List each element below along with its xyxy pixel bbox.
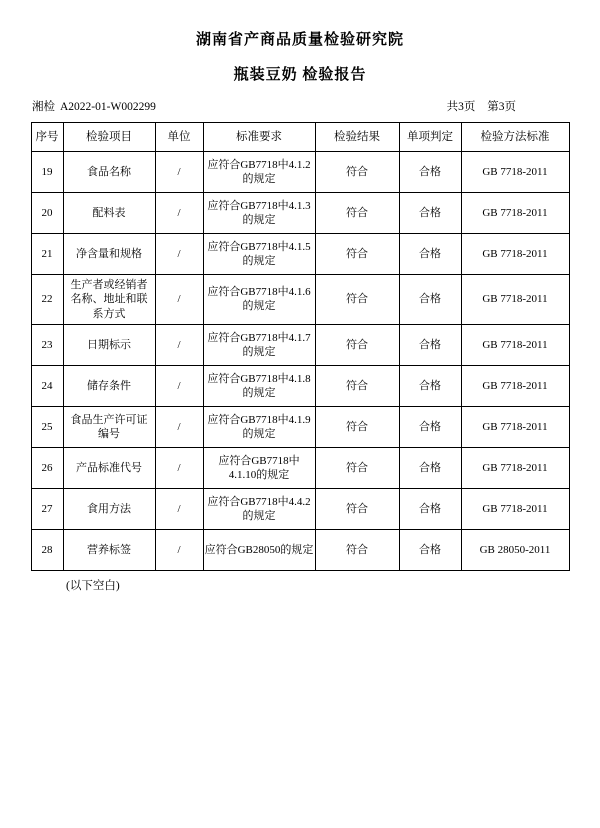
table-row — [31, 406, 569, 447]
cell-unit: / — [155, 406, 203, 447]
cell-result: 符合 — [315, 529, 399, 570]
cell-judgement: 合格 — [399, 529, 461, 570]
table-row — [31, 324, 569, 365]
column-header-result: 检验结果 — [315, 123, 399, 152]
organization-title: 湖南省产商品质量检验研究院 — [195, 32, 404, 48]
cell-item: 储存条件 — [63, 365, 155, 406]
cell-result: 符合 — [315, 488, 399, 529]
table-row — [31, 193, 569, 234]
cell-no: 28 — [31, 529, 63, 570]
cell-result: 符合 — [315, 365, 399, 406]
cell-unit: / — [155, 275, 203, 325]
cell-no: 20 — [31, 193, 63, 234]
cell-result: 符合 — [315, 193, 399, 234]
requirement-line-1: 应符合GB7718中4.1.8 — [207, 372, 311, 385]
cell-item — [63, 406, 155, 447]
table-row — [31, 488, 569, 529]
requirement-line-1: 应符合GB7718中4.1.9 — [207, 413, 311, 426]
cell-judgement: 合格 — [399, 406, 461, 447]
page-indicator — [447, 98, 516, 114]
cell-method: GB 7718-2011 — [461, 193, 569, 234]
item-line-2: 编号 — [98, 427, 120, 440]
cell-judgement: 合格 — [399, 152, 461, 193]
cell-method: GB 7718-2011 — [461, 365, 569, 406]
requirement-line-1: 应符合GB7718中4.1.3 — [207, 199, 311, 212]
cell-judgement: 合格 — [399, 234, 461, 275]
column-header-method: 检验方法标准 — [461, 123, 569, 152]
table-row — [31, 152, 569, 193]
report-number — [32, 98, 156, 114]
column-header-judgement: 单项判定 — [399, 123, 461, 152]
table-row — [31, 447, 569, 488]
cell-no: 22 — [31, 275, 63, 325]
requirement-line-2: 的规定 — [242, 173, 276, 185]
cell-unit: / — [155, 324, 203, 365]
requirement-line-1: 应符合GB7718中4.1.5 — [207, 240, 311, 253]
report-title: 瓶装豆奶 检验报告 — [233, 67, 367, 83]
cell-result: 符合 — [315, 406, 399, 447]
cell-requirement — [203, 447, 315, 488]
cell-requirement — [203, 406, 315, 447]
cell-requirement — [203, 488, 315, 529]
cell-unit: / — [155, 152, 203, 193]
requirement-line-2: 4.1.10的规定 — [228, 468, 290, 481]
cell-judgement: 合格 — [399, 275, 461, 325]
cell-no: 24 — [31, 365, 63, 406]
cell-no: 25 — [31, 406, 63, 447]
cell-requirement — [203, 365, 315, 406]
requirement-line-2: 的规定 — [242, 255, 276, 267]
requirement-line-2: 的规定 — [242, 427, 276, 440]
report-number-value: A2022-01-W002299 — [60, 101, 156, 113]
column-header-no: 序号 — [31, 123, 63, 152]
page-total: 共3页 — [446, 101, 476, 113]
page-current: 第3页 — [487, 101, 516, 113]
requirement-line-1: 应符合GB7718中4.1.2 — [207, 158, 311, 171]
cell-requirement — [203, 193, 315, 234]
cell-no: 27 — [31, 488, 63, 529]
cell-requirement: 应符合GB28050的规定 — [203, 529, 315, 570]
requirement-line-2: 的规定 — [242, 345, 276, 358]
requirement-line-1: 应符合GB7718中 — [218, 454, 300, 467]
cell-requirement — [203, 324, 315, 365]
table-header-row — [31, 123, 569, 152]
cell-no: 21 — [31, 234, 63, 275]
cell-item: 配料表 — [63, 193, 155, 234]
cell-item: 日期标示 — [63, 324, 155, 365]
cell-judgement: 合格 — [399, 324, 461, 365]
column-header-item: 检验项目 — [63, 123, 155, 152]
table-row — [31, 529, 569, 570]
cell-unit: / — [155, 365, 203, 406]
column-header-unit: 单位 — [155, 123, 203, 152]
item-line-1: 食品生产许可证 — [70, 413, 148, 426]
cell-result: 符合 — [315, 275, 399, 325]
requirement-line-2: 的规定 — [242, 214, 276, 226]
cell-method: GB 7718-2011 — [461, 275, 569, 325]
requirement-line-1: 应符合GB7718中4.1.6 — [207, 286, 311, 299]
cell-unit: / — [155, 193, 203, 234]
cell-requirement — [203, 152, 315, 193]
cell-requirement — [203, 234, 315, 275]
blank-note: (以下空白) — [66, 579, 120, 592]
cell-method: GB 7718-2011 — [461, 488, 569, 529]
table-row — [31, 365, 569, 406]
cell-method: GB 7718-2011 — [461, 234, 569, 275]
requirement-line-1: 应符合GB7718中4.1.7 — [207, 331, 311, 344]
cell-judgement: 合格 — [399, 193, 461, 234]
item-line-3: 系方式 — [92, 307, 126, 320]
cell-no: 26 — [31, 447, 63, 488]
cell-item: 食品名称 — [63, 152, 155, 193]
requirement-line-2: 的规定 — [242, 509, 276, 522]
table-row — [31, 234, 569, 275]
report-number-label: 湘检 — [32, 101, 55, 113]
cell-judgement: 合格 — [399, 365, 461, 406]
cell-method: GB 7718-2011 — [461, 406, 569, 447]
item-line-2: 名称、地址和联 — [70, 293, 148, 306]
cell-no: 19 — [31, 152, 63, 193]
cell-result: 符合 — [315, 324, 399, 365]
cell-item: 产品标准代号 — [63, 447, 155, 488]
cell-item: 净含量和规格 — [63, 234, 155, 275]
cell-requirement — [203, 275, 315, 325]
requirement-line-2: 的规定 — [242, 300, 276, 313]
cell-item — [63, 275, 155, 325]
cell-unit: / — [155, 447, 203, 488]
cell-judgement: 合格 — [399, 488, 461, 529]
cell-item: 食用方法 — [63, 488, 155, 529]
cell-judgement: 合格 — [399, 447, 461, 488]
cell-result: 符合 — [315, 447, 399, 488]
cell-item: 营养标签 — [63, 529, 155, 570]
table-row — [31, 275, 569, 325]
report-meta — [0, 98, 600, 116]
cell-no: 23 — [31, 324, 63, 365]
cell-unit: / — [155, 488, 203, 529]
cell-result: 符合 — [315, 234, 399, 275]
cell-result: 符合 — [315, 152, 399, 193]
requirement-line-1: 应符合GB7718中4.4.2 — [207, 495, 311, 508]
inspection-results-table — [31, 122, 570, 571]
column-header-requirement: 标准要求 — [203, 123, 315, 152]
cell-unit: / — [155, 234, 203, 275]
cell-method: GB 7718-2011 — [461, 152, 569, 193]
cell-method: GB 7718-2011 — [461, 324, 569, 365]
cell-unit: / — [155, 529, 203, 570]
cell-method: GB 28050-2011 — [461, 529, 569, 570]
cell-method: GB 7718-2011 — [461, 447, 569, 488]
report-page — [0, 28, 600, 828]
item-line-1: 生产者或经销者 — [70, 279, 148, 291]
requirement-line-2: 的规定 — [242, 386, 276, 399]
